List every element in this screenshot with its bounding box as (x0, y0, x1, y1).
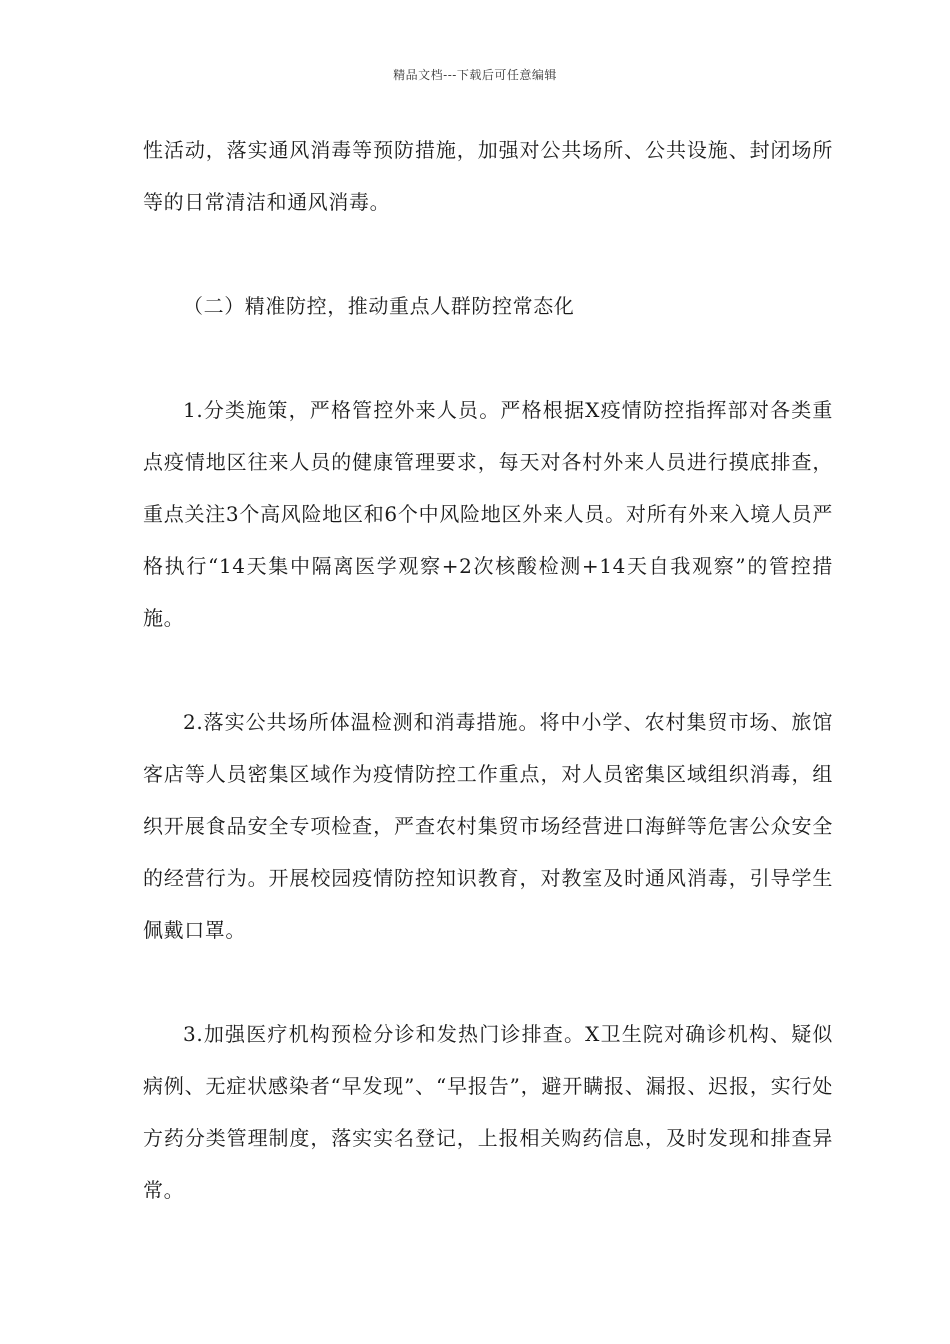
paragraph-gap (143, 228, 833, 280)
paragraph-continuation: 性活动，落实通风消毒等预防措施，加强对公共场所、公共设施、封闭场所等的日常清洁和通风消毒。 (143, 138, 833, 214)
page-header: 精品文档---下载后可任意编辑 (393, 68, 557, 82)
paragraph-item-1: 1.分类施策，严格管控外来人员。严格根据X疫情防控指挥部对各类重点疫情地区往来人员的健康管理要求，每天对各村外来人员进行摸底排查，重点关注3个高风险地区和6个中风险地区外来人员。对所有外来入境人员严格执行“14天集中隔离医学观察+2次核酸检测+14天自我观察”的管控措施。 (143, 398, 833, 630)
paragraph-item-3: 3.加强医疗机构预检分诊和发热门诊排查。X卫生院对确诊机构、疑似病例、无症状感染者“早发现”、“早报告”，避开瞒报、漏报、迟报，实行处方药分类管理制度，落实实名登记，上报相关购药信息，及时发现和排查异常。 (143, 1022, 833, 1202)
paragraph-gap (143, 332, 833, 384)
paragraph-gap (143, 956, 833, 1008)
paragraph-gap (143, 644, 833, 696)
section-heading: （二）精准防控，推动重点人群防控常态化 (183, 294, 575, 318)
paragraph-item-2: 2.落实公共场所体温检测和消毒措施。将中小学、农村集贸市场、旅馆客店等人员密集区域作为疫情防控工作重点，对人员密集区域组织消毒，组织开展食品安全专项检查，严查农村集贸市场经营进口海鲜等危害公众安全的经营行为。开展校园疫情防控知识教育，对教室及时通风消毒，引导学生佩戴口罩。 (143, 710, 833, 942)
document-body (143, 124, 833, 1216)
